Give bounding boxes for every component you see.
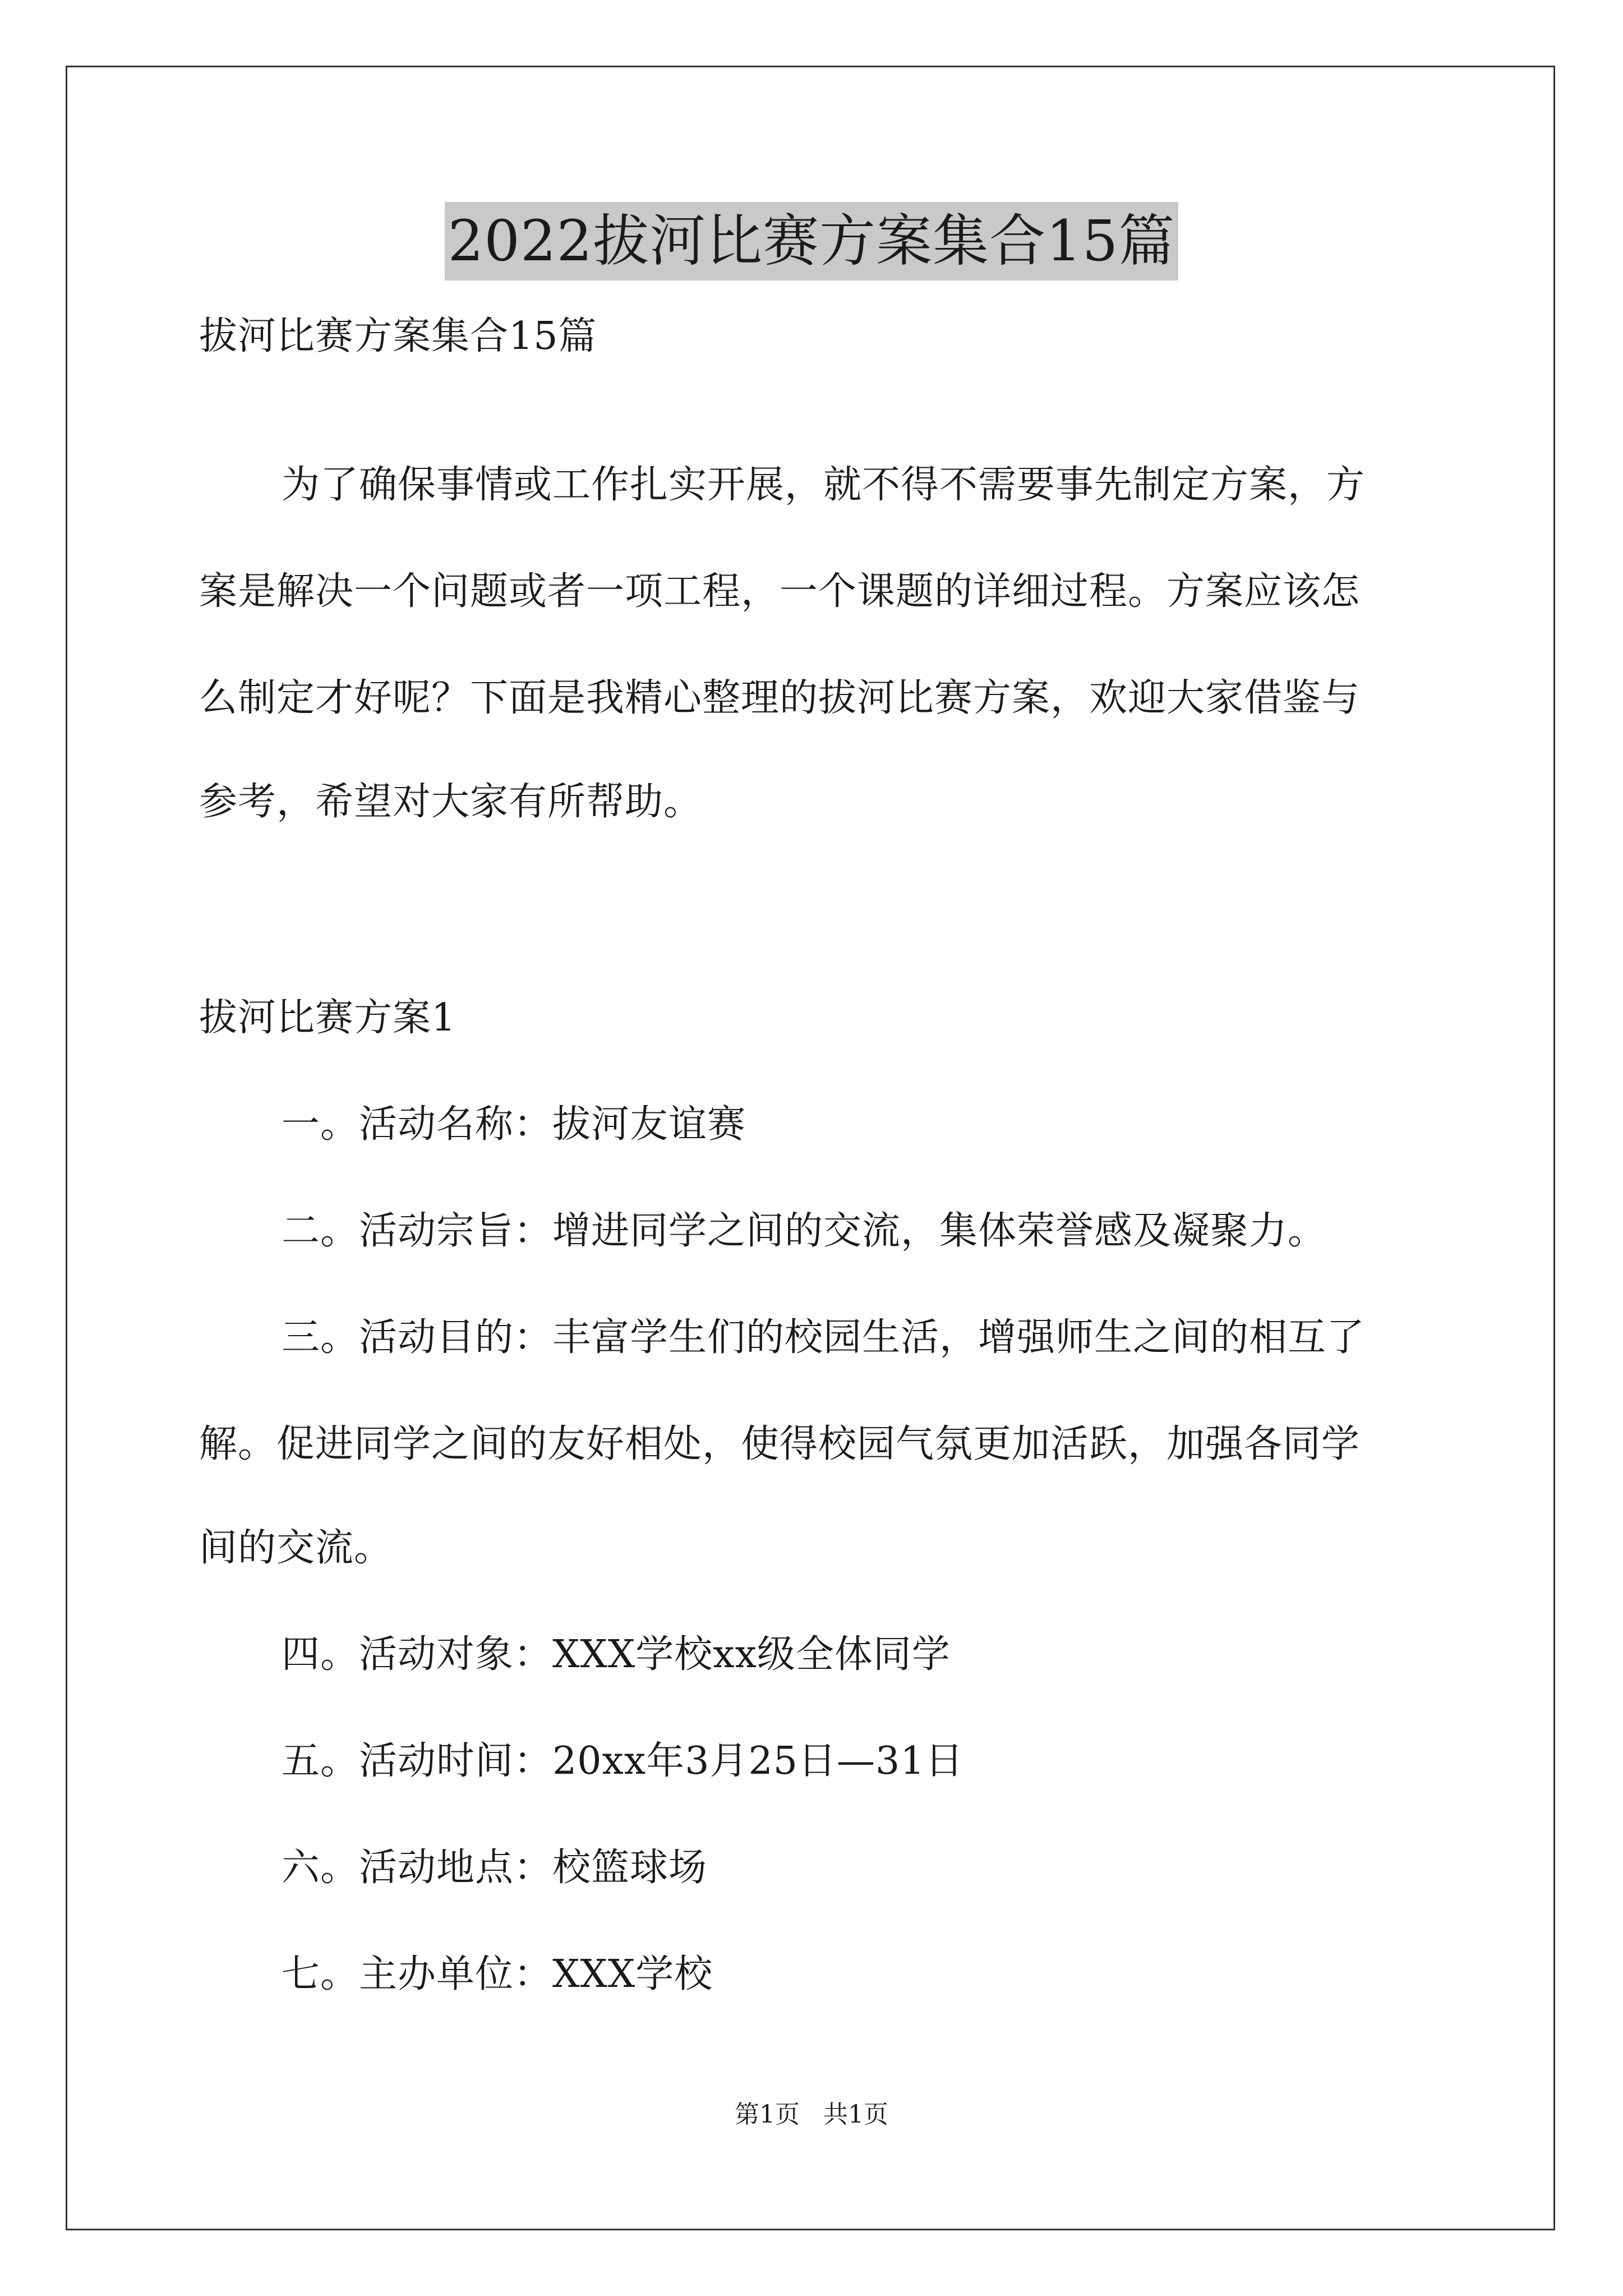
list-item-organizer: 七。主办单位：XXX学校 — [282, 1952, 713, 1996]
list-item-goal-line: 三。活动目的：丰富学生们的校园生活，增强师生之间的相互了 — [282, 1315, 1366, 1360]
intro-paragraph-line: 参考，希望对大家有所帮助。 — [199, 780, 703, 824]
list-item-goal-line: 解。促进同学之间的友好相处，使得校园气氛更加活跃，加强各同学 — [199, 1422, 1361, 1466]
list-item-purpose: 二。活动宗旨：增进同学之间的交流，集体荣誉感及凝聚力。 — [282, 1209, 1327, 1253]
list-item-location: 六。活动地点：校篮球场 — [282, 1846, 708, 1890]
intro-paragraph-line: 案是解决一个问题或者一项工程，一个课题的详细过程。方案应该怎 — [199, 569, 1361, 614]
list-item-goal-line: 间的交流。 — [199, 1526, 393, 1570]
title-container — [0, 202, 1623, 280]
list-item-participants: 四。活动对象：XXX学校xx级全体同学 — [282, 1632, 951, 1677]
page-number-footer: 第1页 共1页 — [735, 2100, 888, 2129]
intro-paragraph-line: 么制定才好呢？下面是我精心整理的拔河比赛方案，欢迎大家借鉴与 — [199, 676, 1361, 720]
intro-paragraph-line: 为了确保事情或工作扎实开展，就不得不需要事先制定方案，方 — [282, 463, 1366, 507]
list-item-name: 一。活动名称：拔河友谊赛 — [282, 1102, 746, 1147]
document-subtitle: 拔河比赛方案集合15篇 — [199, 314, 597, 358]
section-heading: 拔河比赛方案1 — [199, 996, 457, 1040]
list-item-time: 五。活动时间：20xx年3月25日—31日 — [282, 1739, 964, 1783]
document-title: 2022拔河比赛方案集合15篇 — [445, 202, 1179, 280]
